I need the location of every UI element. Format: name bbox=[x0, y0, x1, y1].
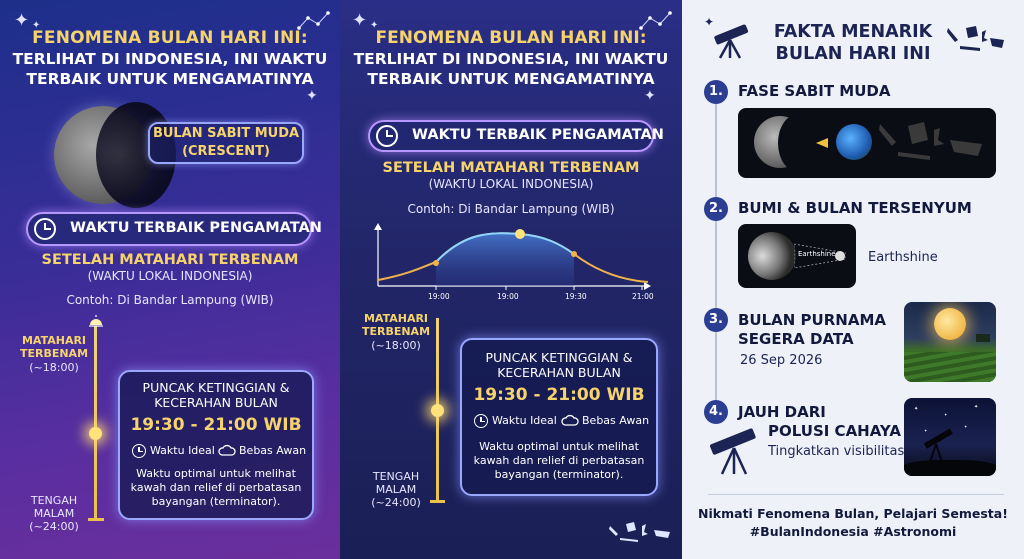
panel1-subtitle-1: TERLIHAT DI INDONESIA, INI WAKTU bbox=[12, 50, 328, 68]
tag-ideal: Waktu Ideal bbox=[150, 444, 215, 457]
chart-point bbox=[571, 251, 577, 257]
sparkle-icon: ✦ bbox=[352, 10, 368, 31]
peak-title-1: PUNCAK KETINGGIAN & bbox=[142, 380, 290, 395]
peak-desc-2: kawah dan relief di perbatasan bbox=[130, 481, 302, 494]
local-time-label: (WAKTU LOKAL INDONESIA) bbox=[87, 269, 253, 283]
sunset-label-1: MATAHARI bbox=[363, 312, 429, 325]
panel-left bbox=[0, 0, 340, 559]
peak-time: 19:30 - 21:00 WIB bbox=[473, 385, 645, 405]
sparkle-icon: ✦ bbox=[370, 20, 379, 31]
best-time-pill-label: WAKTU TERBAIK PENGAMATAN bbox=[412, 127, 664, 143]
chart-tick-label: 19:00 bbox=[497, 292, 519, 301]
tag-clear: Bebas Awan bbox=[239, 444, 307, 457]
panel2-subtitle-1: TERLIHAT DI INDONESIA, INI WAKTU bbox=[353, 50, 669, 68]
svg-text:✦: ✦ bbox=[704, 15, 715, 29]
item-title: POLUSI CAHAYA bbox=[768, 422, 901, 440]
clock-icon bbox=[376, 125, 398, 147]
panel3-title-1: FAKTA MENARIK bbox=[773, 22, 933, 42]
item-sub: Tingkatkan visibilitas bbox=[768, 444, 905, 459]
chart-tick-label: 19:30 bbox=[565, 292, 587, 301]
after-sunset-label: SETELAH MATAHARI TERBENAM bbox=[382, 160, 640, 176]
sparkle-icon: ✦ bbox=[306, 88, 318, 104]
cloud-icon bbox=[561, 413, 579, 427]
sunset-icon bbox=[88, 313, 104, 329]
clock-icon bbox=[474, 414, 488, 428]
timeline-line bbox=[94, 326, 97, 520]
moon-phase-label-2: (CRESCENT) bbox=[182, 144, 270, 159]
tag-ideal: Waktu Ideal bbox=[492, 414, 557, 427]
peak-title-1: PUNCAK KETINGGIAN & bbox=[485, 350, 633, 365]
item-title: JAUH DARI bbox=[738, 403, 826, 421]
peak-title-2: KECERAHAN BULAN bbox=[497, 365, 621, 380]
clock-icon bbox=[132, 444, 146, 458]
chart-point-peak bbox=[515, 229, 525, 239]
starry-sky-telescope-image: ✦ ✦ ✦ ✦ ✦ bbox=[904, 398, 996, 476]
footer-hashtags: #BulanIndonesia #Astronomi bbox=[749, 524, 957, 539]
example-location: Contoh: Di Bandar Lampung (WIB) bbox=[407, 202, 615, 216]
footer-line-1: Nikmati Fenomena Bulan, Pelajari Semesta! bbox=[698, 506, 1008, 521]
panel1-title: FENOMENA BULAN HARI INI: bbox=[32, 28, 308, 48]
item-title: SEGERA DATA bbox=[738, 330, 854, 348]
panel1-subtitle-2: TERBAIK UNTUK MENGAMATINYA bbox=[26, 70, 314, 88]
peak-desc-2: kawah dan relief di perbatasan bbox=[473, 454, 645, 467]
peak-desc-3: bayangan (terminator). bbox=[494, 468, 624, 481]
clock-icon bbox=[34, 218, 56, 240]
peak-desc-1: Waktu optimal untuk melihat bbox=[479, 440, 639, 453]
panel-right bbox=[682, 0, 1024, 559]
chart-tick-label: 21:00 bbox=[632, 292, 654, 301]
item-number: 4. bbox=[704, 400, 728, 424]
chart-tick-label: 19:00 bbox=[428, 292, 450, 301]
item-title: FASE SABIT MUDA bbox=[738, 82, 891, 100]
midnight-time: (~24:00) bbox=[371, 496, 421, 509]
peak-title-2: KECERAHAN BULAN bbox=[154, 395, 278, 410]
midnight-label-1: TENGAH bbox=[372, 470, 420, 483]
peak-marker bbox=[431, 404, 444, 417]
midnight-time: (~24:00) bbox=[29, 520, 79, 533]
indonesia-map-icon bbox=[946, 22, 1006, 62]
item-number: 1. bbox=[704, 80, 728, 104]
indonesia-map-icon bbox=[608, 520, 674, 548]
sunset-label-2: TERBENAM bbox=[361, 325, 431, 338]
item-title: BULAN PURNAMA bbox=[738, 311, 886, 329]
panel2-subtitle-2: TERBAIK UNTUK MENGAMATINYA bbox=[367, 70, 655, 88]
panel-middle bbox=[340, 0, 682, 559]
sunset-time: (~18:00) bbox=[371, 339, 421, 352]
midnight-label-1: TENGAH bbox=[30, 494, 78, 507]
midnight-label-2: MALAM bbox=[375, 483, 417, 496]
item-sub: Earthshine bbox=[868, 250, 938, 265]
peak-time: 19:30 - 21:00 WIB bbox=[130, 415, 302, 435]
item-title: BUMI & BULAN TERSENYUM bbox=[738, 199, 972, 217]
item-number: 2. bbox=[704, 197, 728, 221]
sparkle-icon: ✦ bbox=[32, 20, 41, 31]
peak-desc-1: Waktu optimal untuk melihat bbox=[136, 467, 296, 480]
sparkle-icon: ✦ bbox=[14, 10, 30, 31]
crescent-moon-image bbox=[54, 106, 152, 204]
chart-point bbox=[433, 260, 439, 266]
tag-clear: Bebas Awan bbox=[582, 414, 650, 427]
telescope-icon bbox=[706, 420, 766, 476]
cloud-icon bbox=[218, 443, 236, 457]
peak-marker bbox=[89, 427, 102, 440]
timeline-line bbox=[715, 102, 717, 418]
sunset-label-2: TERBENAM bbox=[19, 347, 89, 360]
footer-divider bbox=[708, 494, 1004, 495]
midnight-label-2: MALAM bbox=[33, 507, 75, 520]
local-time-label: (WAKTU LOKAL INDONESIA) bbox=[428, 177, 594, 191]
best-time-pill-label: WAKTU TERBAIK PENGAMATAN bbox=[70, 220, 322, 236]
moon-earth-indonesia-image bbox=[738, 108, 996, 178]
example-location: Contoh: Di Bandar Lampung (WIB) bbox=[66, 293, 274, 307]
panel2-title: FENOMENA BULAN HARI INI: bbox=[375, 28, 647, 48]
after-sunset-label: SETELAH MATAHARI TERBENAM bbox=[41, 252, 299, 268]
midnight-tick bbox=[88, 518, 104, 521]
item-sub: 26 Sep 2026 bbox=[740, 353, 823, 368]
panel3-title-2: BULAN HARI INI bbox=[775, 44, 931, 64]
midnight-tick bbox=[430, 500, 445, 503]
earthshine-thumb-label: Earthshine bbox=[798, 250, 836, 258]
item-number: 3. bbox=[704, 308, 728, 332]
moon-phase-label-1: BULAN SABIT MUDA bbox=[152, 126, 300, 141]
full-moon-rice-field-image bbox=[904, 302, 996, 382]
sunset-time: (~18:00) bbox=[29, 361, 79, 374]
sparkle-icon: ✦ bbox=[644, 88, 656, 104]
earthshine-image bbox=[738, 224, 856, 288]
sunset-label-1: MATAHARI bbox=[21, 334, 87, 347]
peak-desc-3: bayangan (terminator). bbox=[151, 495, 281, 508]
